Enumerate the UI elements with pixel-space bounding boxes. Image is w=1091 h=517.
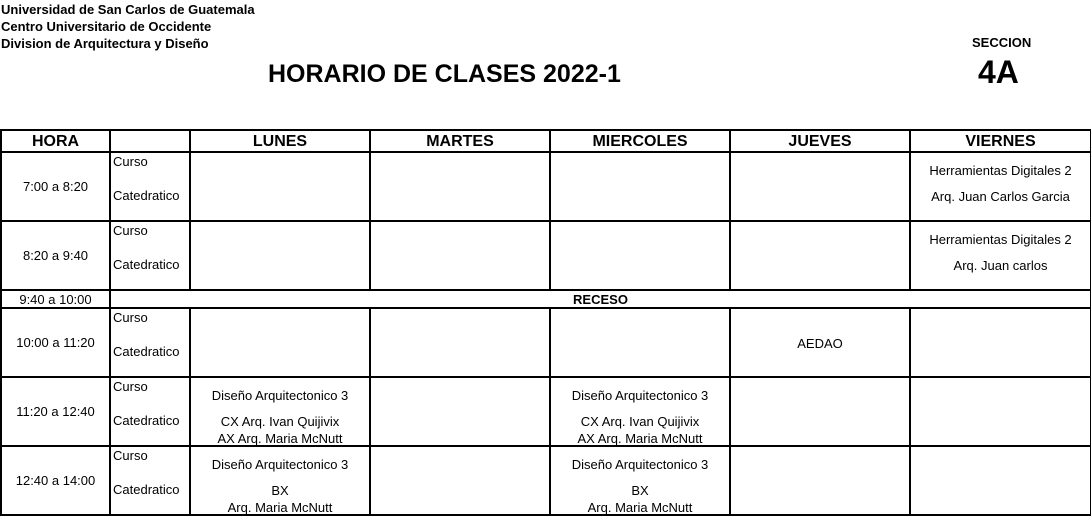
course-name: Diseño Arquitectonico 3 [571, 457, 709, 472]
catedratico-label: Catedratico [113, 482, 180, 497]
instructor-line: Arq. Juan carlos [953, 258, 1048, 273]
cell-miercoles [550, 308, 730, 377]
institution-header [1, 1, 255, 52]
instructor-line: BX [271, 483, 289, 498]
recess-label: RECESO [110, 290, 1091, 308]
schedule-body [1, 152, 1091, 515]
instructor-line: CX Arq. Ivan Quijivix [220, 414, 340, 429]
cell-miercoles [550, 377, 730, 446]
cell-lunes [190, 308, 370, 377]
cell-martes [370, 308, 550, 377]
table-row [1, 446, 1091, 515]
cell-martes [370, 446, 550, 515]
curso-label: Curso [113, 310, 148, 325]
recess-row [1, 290, 1091, 308]
catedratico-label: Catedratico [113, 344, 180, 359]
catedratico-label: Catedratico [113, 188, 180, 203]
cell-jueves [730, 446, 910, 515]
row-labels [110, 308, 190, 377]
catedratico-label: Catedratico [113, 413, 180, 428]
schedule-table [0, 129, 1091, 516]
cell-jueves [730, 377, 910, 446]
row-labels [110, 221, 190, 290]
column-header-lunes: LUNES [190, 130, 370, 152]
row-labels [110, 377, 190, 446]
course-name: AEDAO [797, 336, 843, 351]
institution-line: Universidad de San Carlos de Guatemala [1, 2, 255, 17]
instructor-line: AX Arq. Maria McNutt [577, 431, 703, 446]
instructor [911, 188, 1090, 205]
instructor-line: Arq. Maria McNutt [227, 500, 333, 515]
course-name: Herramientas Digitales 2 [929, 232, 1072, 247]
cell-viernes [910, 221, 1091, 290]
course-name: Herramientas Digitales 2 [929, 163, 1072, 178]
cell-jueves [730, 308, 910, 377]
header-row [1, 130, 1091, 152]
time-slot: 11:20 a 12:40 [1, 377, 110, 446]
seccion-value: 4A [978, 54, 1019, 90]
course-name: Diseño Arquitectonico 3 [211, 457, 349, 472]
row-labels [110, 446, 190, 515]
instructor [911, 257, 1090, 274]
curso-label: Curso [113, 448, 148, 463]
column-header-viernes: VIERNES [910, 130, 1091, 152]
institution-line: Centro Universitario de Occidente [1, 19, 212, 34]
recess-time: 9:40 a 10:00 [1, 290, 110, 308]
cell-viernes [910, 308, 1091, 377]
time-slot: 12:40 a 14:00 [1, 446, 110, 515]
cell-miercoles [550, 152, 730, 221]
page-title: HORARIO DE CLASES 2022-1 [268, 60, 621, 88]
cell-lunes [190, 377, 370, 446]
column-header-blank [110, 130, 190, 152]
table-row [1, 377, 1091, 446]
column-header-miercoles: MIERCOLES [550, 130, 730, 152]
instructor [551, 413, 729, 447]
cell-lunes [190, 152, 370, 221]
instructor [191, 413, 369, 447]
column-header-hora: HORA [1, 130, 110, 152]
cell-jueves [730, 152, 910, 221]
cell-lunes [190, 446, 370, 515]
cell-martes [370, 377, 550, 446]
instructor-line: CX Arq. Ivan Quijivix [580, 414, 700, 429]
curso-label: Curso [113, 154, 148, 169]
curso-label: Curso [113, 223, 148, 238]
table-row [1, 308, 1091, 377]
institution-line: Division de Arquitectura y Diseño [1, 36, 209, 51]
instructor-line: BX [631, 483, 649, 498]
seccion-label: SECCION [972, 35, 1032, 50]
instructor-line: Arq. Maria McNutt [587, 500, 693, 515]
column-header-jueves: JUEVES [730, 130, 910, 152]
course-name: Diseño Arquitectonico 3 [571, 388, 709, 403]
instructor [191, 482, 369, 516]
instructor [551, 482, 729, 516]
cell-viernes [910, 446, 1091, 515]
instructor-line: Arq. Juan Carlos Garcia [931, 189, 1070, 204]
cell-miercoles [550, 221, 730, 290]
cell-viernes [910, 152, 1091, 221]
cell-martes [370, 152, 550, 221]
cell-martes [370, 221, 550, 290]
catedratico-label: Catedratico [113, 257, 180, 272]
time-slot: 8:20 a 9:40 [1, 221, 110, 290]
time-slot: 7:00 a 8:20 [1, 152, 110, 221]
time-slot: 10:00 a 11:20 [1, 308, 110, 377]
cell-miercoles [550, 446, 730, 515]
row-labels [110, 152, 190, 221]
cell-jueves [730, 221, 910, 290]
instructor-line: AX Arq. Maria McNutt [217, 431, 343, 446]
table-row [1, 152, 1091, 221]
table-row [1, 221, 1091, 290]
cell-viernes [910, 377, 1091, 446]
column-header-martes: MARTES [370, 130, 550, 152]
cell-lunes [190, 221, 370, 290]
course-name: Diseño Arquitectonico 3 [211, 388, 349, 403]
curso-label: Curso [113, 379, 148, 394]
